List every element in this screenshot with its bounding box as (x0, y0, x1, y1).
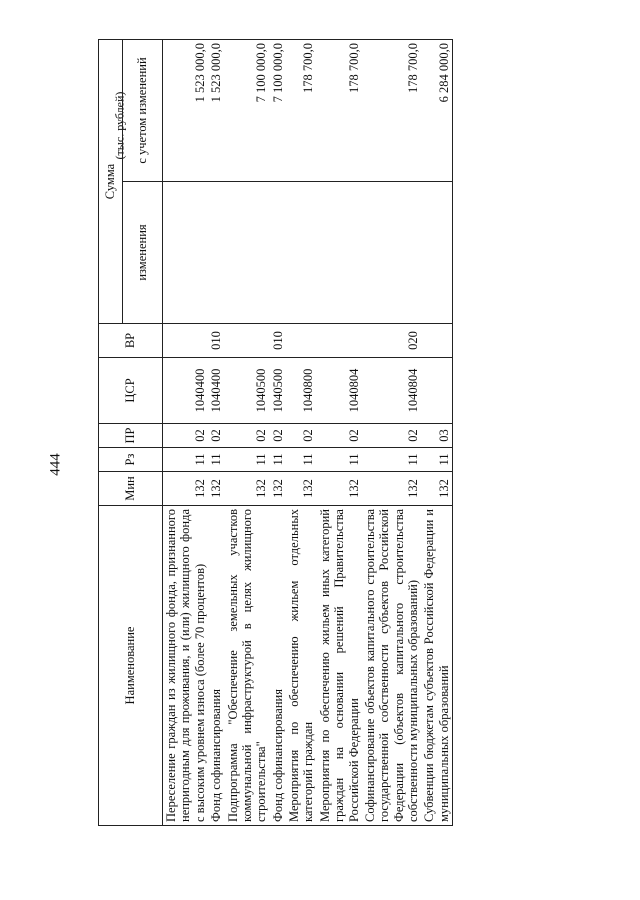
row-min-cell: 132 (362, 472, 422, 506)
row-total-cell: 1 523 000,0 (163, 40, 209, 182)
header-min: Мин (99, 472, 163, 506)
row-min-cell: 132 (225, 472, 270, 506)
row-rz-cell: 11 (421, 448, 452, 472)
row-csr-cell: 1040500 (270, 358, 286, 424)
header-summa: Сумма (99, 40, 123, 324)
row-name-cell: Субвенции бюджетам субъектов Российской Федерации и муниципальных образований (421, 506, 452, 826)
row-csr-cell: 1040500 (225, 358, 270, 424)
header-change: изменения (123, 182, 163, 324)
row-pr-cell: 02 (362, 424, 422, 448)
row-rz-cell: 11 (317, 448, 362, 472)
row-min-cell: 132 (270, 472, 286, 506)
row-name-cell: Фонд софинансирования (208, 506, 224, 826)
row-csr-cell: 1040804 (362, 358, 422, 424)
row-pr-cell: 02 (317, 424, 362, 448)
row-rz-cell: 11 (286, 448, 317, 472)
row-name-cell: Фонд софинансирования (270, 506, 286, 826)
header-vr: ВР (99, 324, 163, 358)
row-total-cell: 6 284 000,0 (421, 40, 452, 182)
row-change-cell (421, 182, 452, 324)
row-total-cell: 7 100 000,0 (270, 40, 286, 182)
row-min-cell: 132 (208, 472, 224, 506)
row-name-cell: Софинансирование объектов капитального строительства государственной собственности субъектов Российской Федерации (объектов капитального строительства собственности муниципальных образований) (362, 506, 422, 826)
row-rz-cell: 11 (270, 448, 286, 472)
row-total-cell: 1 523 000,0 (208, 40, 224, 182)
row-rz-cell: 11 (225, 448, 270, 472)
row-total-cell: 178 700,0 (362, 40, 422, 182)
row-change-cell (286, 182, 317, 324)
row-min-cell: 132 (421, 472, 452, 506)
row-total-cell: 7 100 000,0 (225, 40, 270, 182)
row-change-cell (362, 182, 422, 324)
row-vr-cell: 020 (362, 324, 422, 358)
table-row (270, 40, 286, 826)
row-name-cell: Мероприятия по обеспечению жильем иных категорий граждан на основании решений Правительства Российской Федерации (317, 506, 362, 826)
row-vr-cell: 010 (270, 324, 286, 358)
header-pr: ПР (99, 424, 163, 448)
row-change-cell (317, 182, 362, 324)
row-change-cell (163, 182, 209, 324)
row-pr-cell: 02 (286, 424, 317, 448)
row-rz-cell: 11 (163, 448, 209, 472)
header-csr: ЦСР (99, 358, 163, 424)
units-label: (тыс. рублей) (112, 91, 127, 160)
row-total-cell: 178 700,0 (317, 40, 362, 182)
row-min-cell: 132 (163, 472, 209, 506)
row-rz-cell: 11 (208, 448, 224, 472)
row-vr-cell (286, 324, 317, 358)
row-csr-cell: 1040400 (163, 358, 209, 424)
row-name-cell: Мероприятия по обеспечению жильем отдельных категорий граждан (286, 506, 317, 826)
header-with-change: с учетом изменений (123, 40, 163, 182)
table-row (421, 40, 452, 826)
row-name-cell: Переселение граждан из жилищного фонда, признанного непригодным для проживания, и (или) жилищного фонда с высоким уровнем износа (более 70 процентов) (163, 506, 209, 826)
row-pr-cell: 03 (421, 424, 452, 448)
row-vr-cell (421, 324, 452, 358)
row-csr-cell (421, 358, 452, 424)
row-total-cell: 178 700,0 (286, 40, 317, 182)
row-rz-cell: 11 (362, 448, 422, 472)
row-min-cell: 132 (317, 472, 362, 506)
row-min-cell: 132 (286, 472, 317, 506)
table-row (208, 40, 224, 826)
table-row (286, 40, 317, 826)
table-row (225, 40, 270, 826)
row-change-cell (270, 182, 286, 324)
budget-table-container (98, 40, 562, 826)
row-pr-cell: 02 (208, 424, 224, 448)
row-pr-cell: 02 (270, 424, 286, 448)
header-name: Наименование (99, 506, 163, 826)
row-vr-cell (163, 324, 209, 358)
row-vr-cell (225, 324, 270, 358)
row-vr-cell: 010 (208, 324, 224, 358)
budget-table (98, 39, 453, 826)
page-number: 444 (47, 453, 64, 476)
row-csr-cell: 1040804 (317, 358, 362, 424)
row-name-cell: Подпрограмма "Обеспечение земельных участков коммунальной инфраструктурой в целях жилищного строительства" (225, 506, 270, 826)
row-csr-cell: 1040800 (286, 358, 317, 424)
table-row (163, 40, 209, 826)
row-change-cell (225, 182, 270, 324)
table-row (362, 40, 422, 826)
table-body (163, 40, 453, 826)
row-csr-cell: 1040400 (208, 358, 224, 424)
table-row (317, 40, 362, 826)
header-rz: Рз (99, 448, 163, 472)
row-vr-cell (317, 324, 362, 358)
row-pr-cell: 02 (163, 424, 209, 448)
row-pr-cell: 02 (225, 424, 270, 448)
row-change-cell (208, 182, 224, 324)
